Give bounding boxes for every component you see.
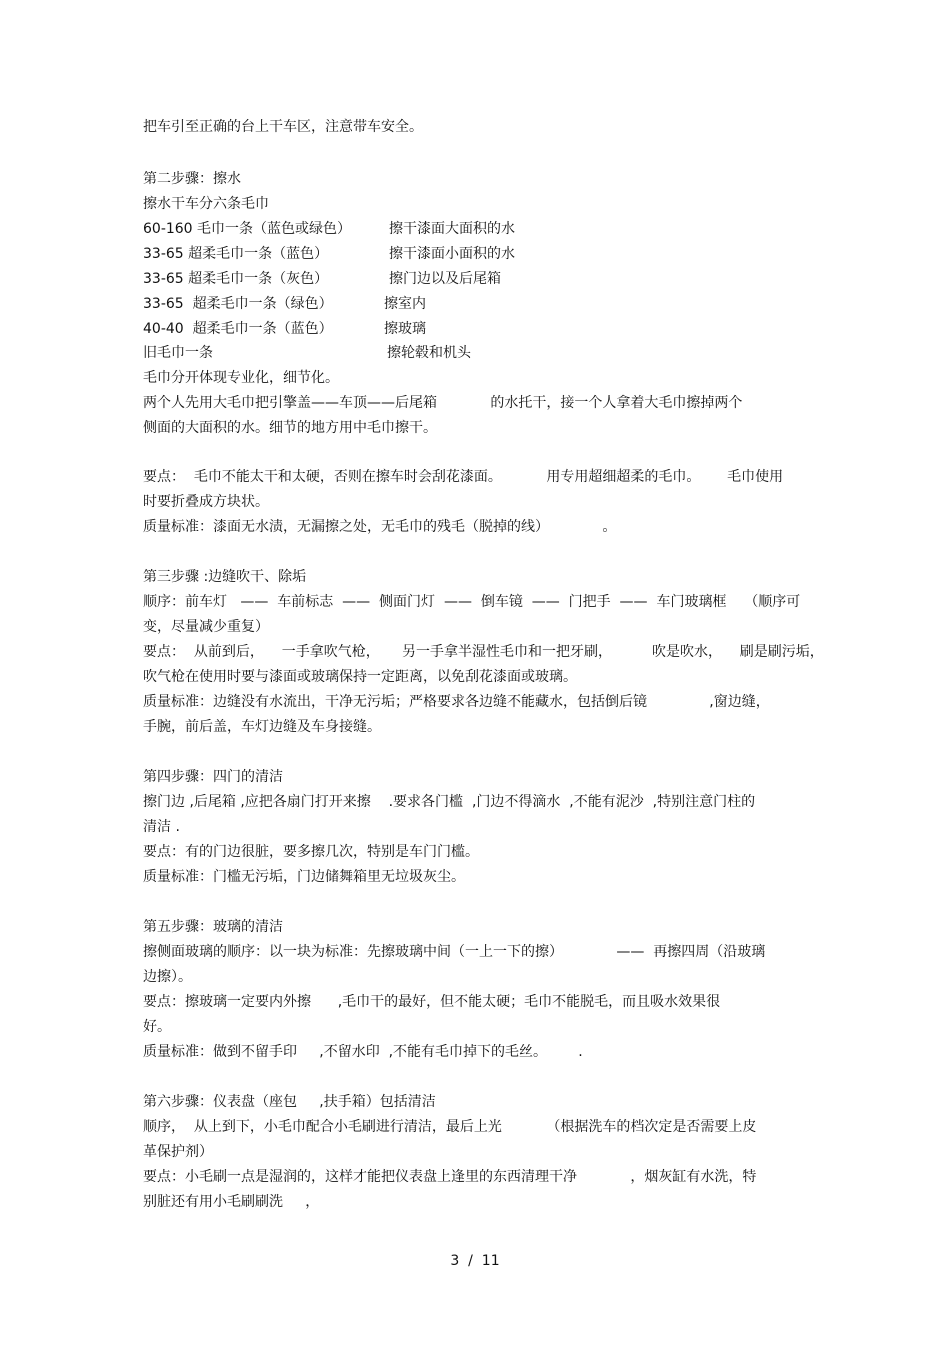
step4-heading: 第四步骤：四门的清洁: [143, 769, 283, 785]
step3-quality-standard: 质量标准：边缝没有水流出，干净无污垢；严格要求各边缝不能藏水，包括倒后镜 ,窗边缝，: [143, 694, 770, 710]
step3-order: 变，尽量减少重复）: [143, 619, 269, 635]
step5-key-points: 好。: [143, 1019, 171, 1035]
step3-quality-standard: 手腕，前后盖，车灯边缝及车身接缝。: [143, 719, 381, 735]
towel-use: 擦室内: [384, 296, 426, 312]
page-number: 3 / 11: [450, 1253, 500, 1269]
step3-key-points: 吹气枪在使用时要与漆面或玻璃保持一定距离，以免刮花漆面或玻璃。: [143, 669, 577, 685]
towel-name: 33-65 超柔毛巾一条（灰色）: [143, 271, 329, 287]
step2-paragraph: 毛巾分开体现专业化，细节化。: [143, 370, 339, 386]
step5-heading: 第五步骤：玻璃的清洁: [143, 919, 283, 935]
step6-heading: 第六步骤：仪表盘（座包 ,扶手箱）包括清洁: [143, 1094, 436, 1110]
step5-paragraph: 擦侧面玻璃的顺序：以一块为标准：先擦玻璃中间（一上一下的擦） —— 再擦四周（沿玻璃: [143, 944, 766, 960]
step2-quality-standard: 质量标准：漆面无水渍，无漏擦之处，无毛巾的残毛（脱掉的线） 。: [143, 519, 617, 535]
towel-use: 擦门边以及后尾箱: [389, 271, 501, 287]
step3-key-points: 要点： 从前到后， 一手拿吹气枪， 另一手拿半湿性毛巾和一把牙刷， 吹是吹水， 刷是刷污垢，: [143, 644, 824, 660]
towel-use: 擦干漆面小面积的水: [389, 246, 515, 262]
step2-paragraph: 侧面的大面积的水。细节的地方用中毛巾擦干。: [143, 420, 437, 436]
towel-name: 60-160 毛巾一条（蓝色或绿色）: [143, 221, 352, 237]
step6-order: 顺序， 从上到下，小毛巾配合小毛刷进行清洁，最后上光 （根据洗车的档次定是否需要上皮: [143, 1119, 757, 1135]
towel-use: 擦玻璃: [384, 321, 426, 337]
step6-key-points: 别脏还有用小毛刷刷洗 ，: [143, 1194, 320, 1210]
step3-order: 顺序：前车灯 —— 车前标志 —— 侧面门灯 —— 倒车镜 —— 门把手 —— 车门玻璃框 （顺序可: [143, 594, 801, 610]
towel-name: 40-40 超柔毛巾一条（蓝色）: [143, 321, 333, 337]
step6-key-points: 要点：小毛刷一点是湿润的，这样才能把仪表盘上逢里的东西清理干净 ，烟灰缸有水洗，特: [143, 1169, 757, 1185]
step2-key-points: 时要折叠成方块状。: [143, 494, 269, 510]
towel-name: 33-65 超柔毛巾一条（蓝色）: [143, 246, 329, 262]
step6-order: 革保护剂）: [143, 1144, 213, 1160]
towel-use: 擦干漆面大面积的水: [389, 221, 515, 237]
step2-subheading: 擦水干车分六条毛巾: [143, 196, 269, 212]
step4-paragraph: 擦门边 ,后尾箱 ,应把各扇门打开来擦 .要求各门槛 ,门边不得滴水 ,不能有泥沙 ,特别注意门柱的: [143, 794, 756, 810]
step5-key-points: 要点：擦玻璃一定要内外擦 ,毛巾干的最好，但不能太硬；毛巾不能脱毛，而且吸水效果很: [143, 994, 721, 1010]
step2-key-points: 要点： 毛巾不能太干和太硬，否则在擦车时会刮花漆面。 用专用超细超柔的毛巾。 毛巾使用: [143, 469, 784, 485]
towel-name: 33-65 超柔毛巾一条（绿色）: [143, 296, 333, 312]
step4-key-points: 要点：有的门边很脏，要多擦几次，特别是车门门槛。: [143, 844, 479, 860]
step2-heading: 第二步骤：擦水: [143, 171, 241, 187]
intro-text: 把车引至正确的台上干车区，注意带车安全。: [143, 119, 423, 135]
towel-name: 旧毛巾一条: [143, 345, 213, 361]
step4-quality-standard: 质量标准：门槛无污垢，门边储舞箱里无垃圾灰尘。: [143, 869, 465, 885]
step5-quality-standard: 质量标准：做到不留手印 ,不留水印 ,不能有毛巾掉下的毛丝。 .: [143, 1044, 583, 1060]
step3-heading: 第三步骤 :边缝吹干、除垢: [143, 569, 307, 585]
step5-paragraph: 边擦）。: [143, 969, 192, 985]
step4-paragraph: 清洁 .: [143, 819, 180, 835]
towel-use: 擦轮毂和机头: [387, 345, 471, 361]
step2-paragraph: 两个人先用大毛巾把引擎盖——车顶——后尾箱 的水托干，接一个人拿着大毛巾擦掉两个: [143, 395, 743, 411]
